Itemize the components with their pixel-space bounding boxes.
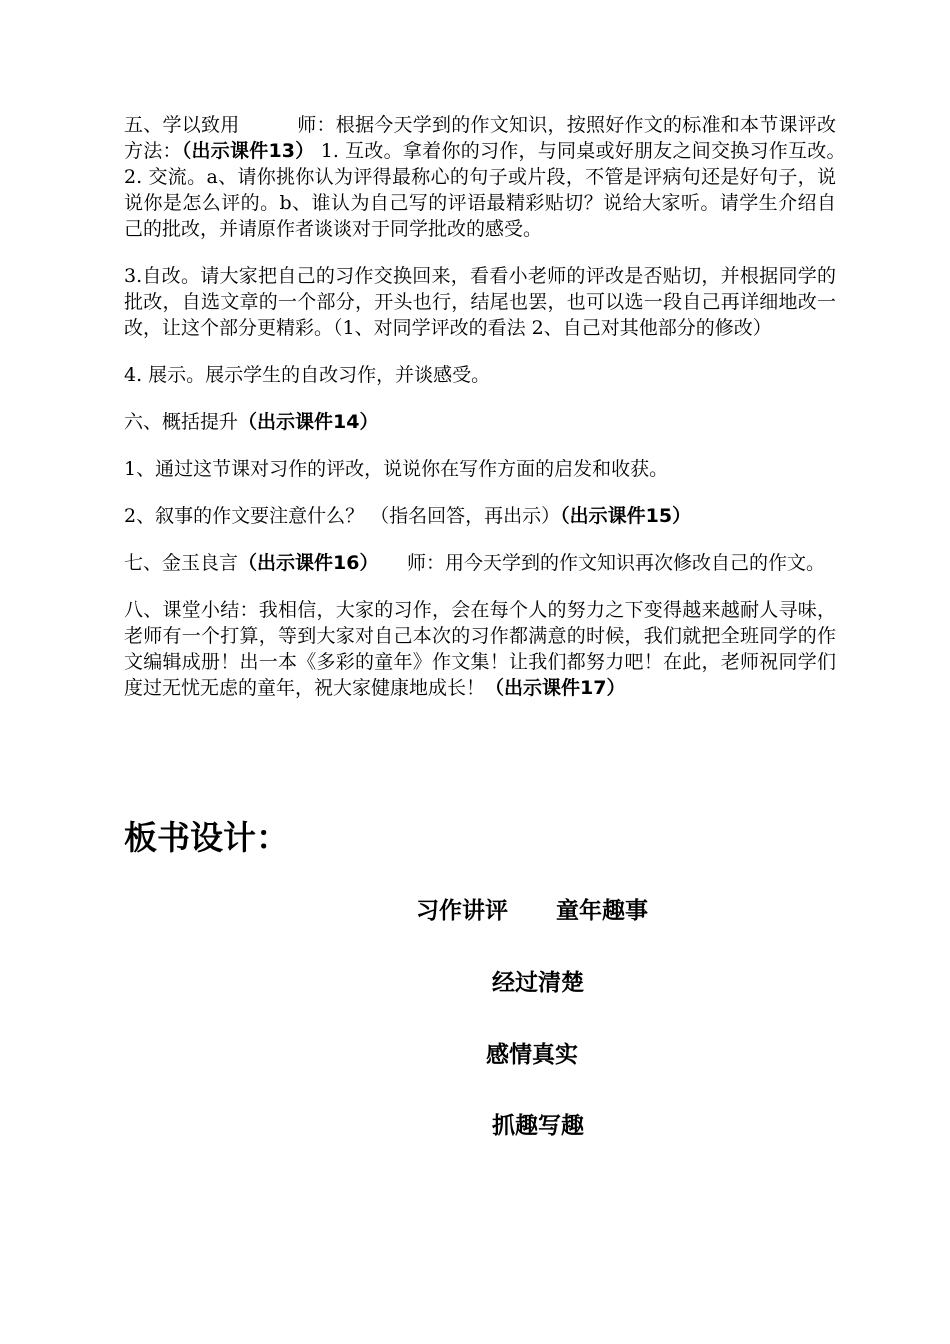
- showcase-paragraph: [124, 362, 836, 388]
- section-seven-body: 师：用今天学到的作文知识再次修改自己的作文。: [368, 552, 825, 574]
- self-revision-paragraph: [124, 263, 836, 341]
- lesson-plan-body: [124, 112, 862, 722]
- section-seven-paragraph: [124, 550, 836, 576]
- board-point-capture-fun: 抓趣写趣: [492, 1113, 584, 1139]
- courseware-14-label: （出示课件14）: [238, 411, 379, 433]
- board-title-left: 习作讲评: [416, 898, 508, 924]
- courseware-13-label: （出示课件13）: [181, 140, 315, 162]
- question-two-text: 2、叙事的作文要注意什么？ （指名回答，再出示）: [124, 505, 561, 527]
- section-eight-text: 八、课堂小结：我相信，大家的习作，会在每个人的努力之下变得越来越耐人寻味，老师有一个打算，等到大家对自己本次的习作都满意的时候，我们就把全班同学的作文编辑成册！出一本《多彩的童年》作文集！让我们都努力吧！在此，老师祝同学们度过无忧无虑的童年，祝大家健康地成长！: [124, 599, 836, 699]
- question-one-paragraph: [124, 456, 836, 482]
- courseware-15-label: （出示课件15）: [560, 505, 692, 527]
- section-seven-title: 七、金玉良言: [124, 552, 239, 574]
- board-point-clear-process: 经过清楚: [492, 970, 584, 996]
- board-design-heading: 板书设计：: [124, 818, 289, 857]
- section-five-body: 1. 互改。拿着你的习作，与同桌或好朋友之间交换习作互改。 2. 交流。a、请你挑你认为评得最称心的句子或片段，不管是评病句还是好句子，说说你是怎么评的。b、谁认为自己写的评语最精彩贴切？说给大家听。请学生介绍自己的批改，并请原作者谈谈对于同学批改的感受。: [124, 140, 862, 240]
- section-five-paragraph: [124, 112, 862, 242]
- question-two-paragraph: [124, 503, 836, 529]
- section-six-heading: [124, 409, 836, 435]
- section-six-text: 六、概括提升: [124, 411, 239, 433]
- question-one-text: 1、通过这节课对习作的评改，说说你在写作方面的启发和收获。: [124, 458, 669, 480]
- section-eight-paragraph: [124, 597, 836, 701]
- courseware-16-label: （出示课件16）: [238, 552, 369, 574]
- showcase-text: 4. 展示。展示学生的自改习作，并谈感受。: [124, 364, 491, 386]
- self-revision-text: 3.自改。请大家把自己的习作交换回来，看看小老师的评改是否贴切，并根据同学的批改，自选文章的一个部分，开头也行，结尾也罢，也可以选一段自己再详细地改一改，让这个部分更精彩。（1、对同学评改的看法 2、自己对其他部分的修改）: [124, 265, 836, 339]
- board-point-true-feelings: 感情真实: [486, 1042, 578, 1068]
- courseware-17-label: （出示课件17）: [485, 677, 626, 699]
- section-five-intro: 五、学以致用 师：根据今天学到的作文知识，按照好作文的标准和本节课评改方法：: [124, 114, 836, 162]
- board-title-right: 童年趣事: [556, 898, 648, 924]
